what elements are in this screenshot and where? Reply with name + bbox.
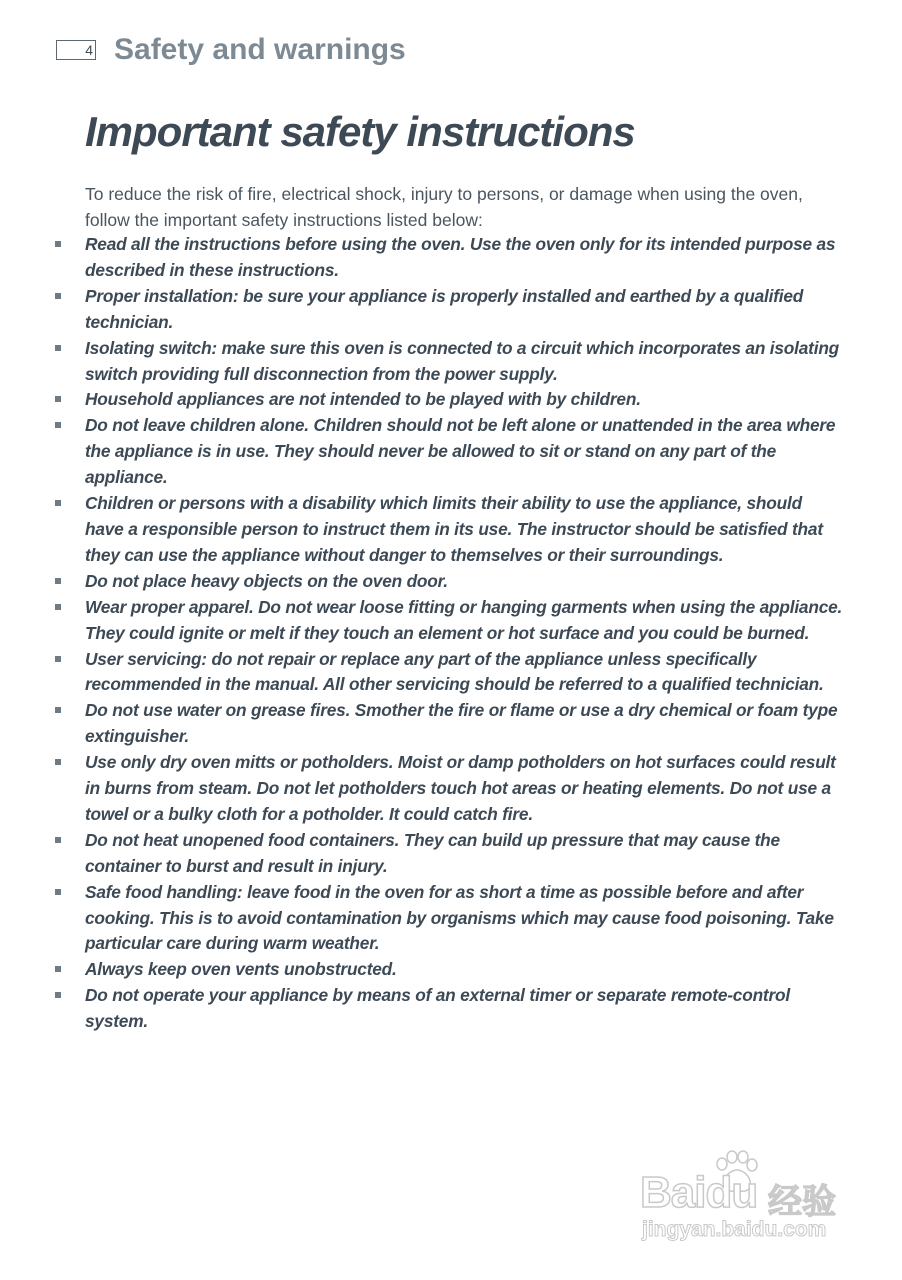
intro-paragraph: To reduce the risk of fire, electrical shock, injury to persons, or damage when using the oven, follow the important safety instructions listed below: xyxy=(85,184,803,230)
bullet-icon xyxy=(55,966,61,972)
bullet-icon xyxy=(55,422,61,428)
list-item-text: Proper installation: be sure your appliance is properly installed and earthed by a qualified technician. xyxy=(85,285,804,332)
list-item xyxy=(0,336,845,388)
list-item xyxy=(0,387,845,413)
bullet-icon xyxy=(55,837,61,843)
bullet-icon xyxy=(55,707,61,713)
list-item xyxy=(0,491,845,569)
list-item xyxy=(0,957,845,983)
list-item xyxy=(0,284,845,336)
list-item-text: Do not use water on grease fires. Smother the fire or flame or use a dry chemical or foam type extinguisher. xyxy=(85,700,838,747)
bullet-icon xyxy=(55,656,61,662)
list-item-text: Do not place heavy objects on the oven door. xyxy=(85,570,448,591)
watermark-url: jingyan.baidu.com xyxy=(642,1218,827,1241)
list-item-text: Always keep oven vents unobstructed. xyxy=(85,959,397,980)
watermark-logo: Baidu xyxy=(640,1168,758,1217)
list-item xyxy=(0,828,845,880)
list-item-text: User servicing: do not repair or replace any part of the appliance unless specifically recommended in the manual. All other servicing should be referred to a qualified technician. xyxy=(85,648,824,695)
safety-instructions-list xyxy=(0,232,902,1035)
bullet-icon xyxy=(55,345,61,351)
list-item xyxy=(0,750,845,828)
bullet-icon xyxy=(55,293,61,299)
bullet-icon xyxy=(55,992,61,998)
bullet-icon xyxy=(55,241,61,247)
list-item-text: Household appliances are not intended to be played with by children. xyxy=(85,389,641,410)
list-item xyxy=(0,647,845,699)
list-item-text: Do not leave children alone. Children should not be left alone or unattended in the area where the appliance is in use. They should never be allowed to sit or stand on any part of the appliance. xyxy=(85,415,836,488)
page-header xyxy=(56,30,406,70)
bullet-icon xyxy=(55,889,61,895)
page-number: 4 xyxy=(56,40,96,60)
list-item-text: Do not operate your appliance by means of an external timer or separate remote-control system. xyxy=(85,985,790,1032)
list-item-text: Wear proper apparel. Do not wear loose fitting or hanging garments when using the appliance. They could ignite or melt if they touch an element or hot surface and you could be burned. xyxy=(85,596,843,643)
list-item-text: Do not heat unopened food containers. They can build up pressure that may cause the container to burst and result in injury. xyxy=(85,829,780,876)
list-item xyxy=(0,698,845,750)
bullet-icon xyxy=(55,759,61,765)
list-item xyxy=(0,232,845,284)
list-item-text: Children or persons with a disability which limits their ability to use the appliance, should have a responsible person to instruct them in its use. The instructor should be satisfied that they can use the appliance without danger to themselves or their surroundings. xyxy=(85,493,823,565)
list-item-text: Use only dry oven mitts or potholders. Moist or damp potholders on hot surfaces could result in burns from steam. Do not let potholders touch hot areas or heating elements. Do not use a towel or a bulky cloth for a potholder. It could catch fire. xyxy=(85,752,836,824)
list-item xyxy=(0,983,845,1035)
list-item xyxy=(0,413,845,491)
baidu-watermark xyxy=(640,1150,855,1250)
list-item xyxy=(0,595,845,647)
list-item xyxy=(0,880,845,958)
list-item-text: Read all the instructions before using the oven. Use the oven only for its intended purpose as described in these instructions. xyxy=(85,234,836,280)
watermark-cn-text: 经验 xyxy=(768,1183,836,1221)
bullet-icon xyxy=(55,500,61,506)
bullet-icon xyxy=(55,578,61,584)
list-item-text: Safe food handling: leave food in the oven for as short a time as possible before and after cooking. This is to avoid contamination by organisms which may cause food poisoning. Take particular care during warm weather. xyxy=(85,881,834,954)
bullet-icon xyxy=(55,604,61,610)
bullet-icon xyxy=(55,396,61,402)
page-title: Important safety instructions xyxy=(85,108,635,155)
list-item-text: Isolating switch: make sure this oven is connected to a circuit which incorporates an isolating switch providing full disconnection from the power supply. xyxy=(85,337,840,384)
list-item xyxy=(0,569,845,595)
section-title: Safety and warnings xyxy=(114,33,406,66)
